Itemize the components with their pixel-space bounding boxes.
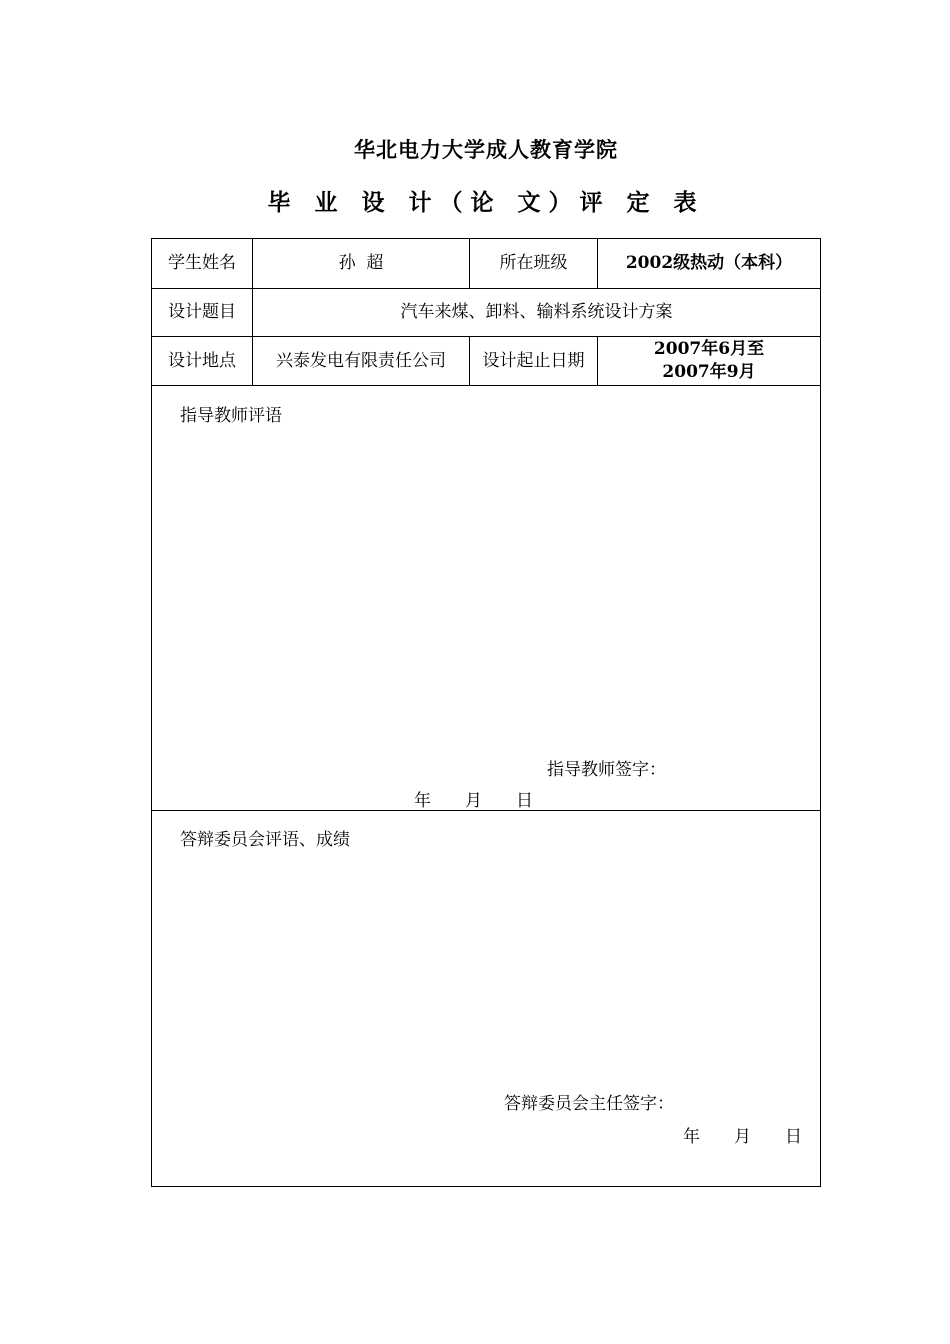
class-value: 2002级热动（本科） <box>625 253 793 273</box>
dates-end: 2007年9月 <box>662 362 756 382</box>
committee-comments-heading: 答辩委员会评语、成绩 <box>180 830 350 850</box>
topic-value: 汽车来煤、卸料、输料系统设计方案 <box>400 302 673 322</box>
dates-value <box>598 337 820 385</box>
committee-signature-label: 答辩委员会主任签字： <box>504 1094 674 1114</box>
dates-start: 2007年6月至 <box>653 339 765 359</box>
committee-date-line: 年 月 日 <box>683 1127 802 1147</box>
evaluation-table <box>151 238 821 1187</box>
advisor-comments-heading: 指导教师评语 <box>180 406 282 426</box>
student-name-value: 孙 超 <box>338 253 384 273</box>
form-title: 毕 业 设 计（论 文）评 定 表 <box>267 189 705 216</box>
topic-label: 设计题目 <box>168 302 236 322</box>
class-label: 所在班级 <box>499 253 568 273</box>
institution-title: 华北电力大学成人教育学院 <box>354 137 618 162</box>
advisor-date-line: 年 月 日 <box>414 791 533 811</box>
student-name-label: 学生姓名 <box>168 253 236 273</box>
row-divider-3 <box>152 385 820 386</box>
advisor-signature-label: 指导教师签字： <box>547 760 666 780</box>
location-value: 兴泰发电有限责任公司 <box>276 350 446 371</box>
location-label: 设计地点 <box>168 350 236 371</box>
dates-label: 设计起止日期 <box>482 350 585 371</box>
